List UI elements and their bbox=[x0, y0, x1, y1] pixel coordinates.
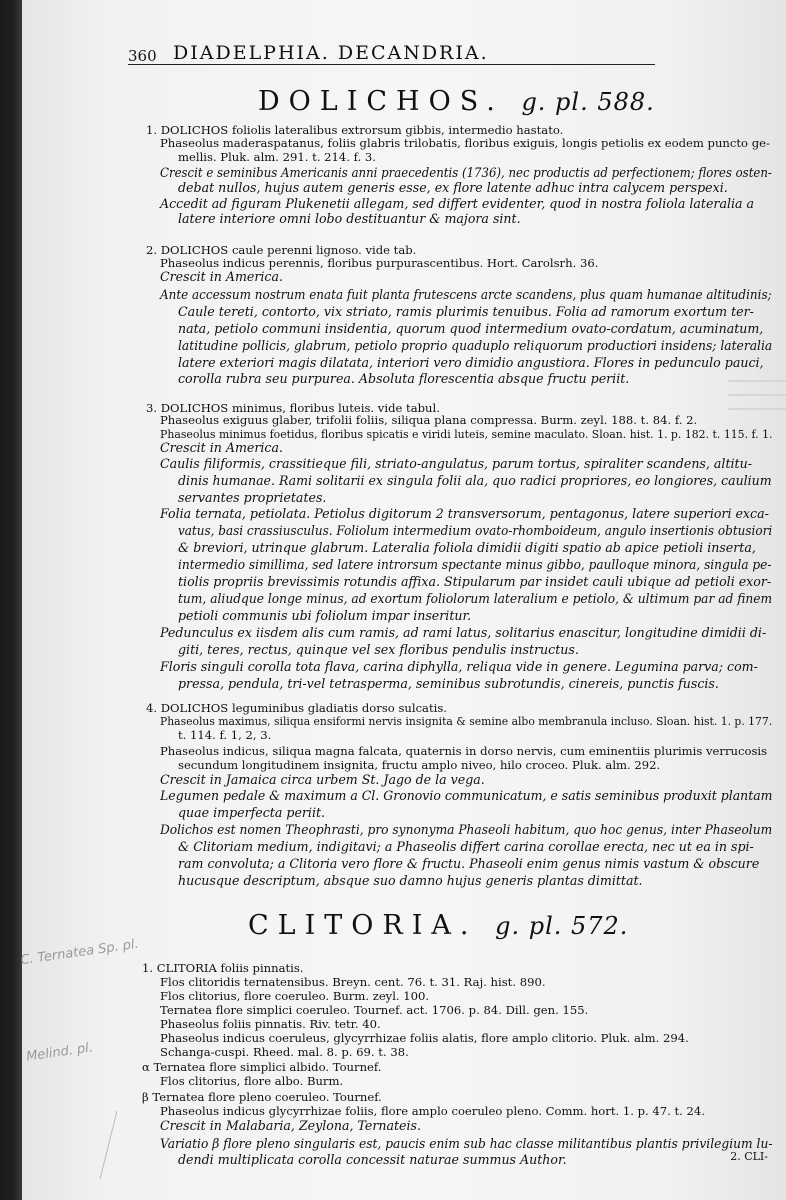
text-line: Phaseolus exiguus glaber, trifolii foliis, siliqua plana compressa. Burm. zeyl. 188. t. 84. f. 2. bbox=[160, 413, 698, 427]
text-line: quae imperfecta periit. bbox=[178, 805, 326, 820]
text-line: β Ternatea flore pleno coeruleo. Tournef. bbox=[142, 1090, 382, 1104]
text-line: 1. CLITORIA foliis pinnatis. bbox=[142, 961, 304, 975]
text-line: pressa, pendula, tri-vel tetrasperma, seminibus subrotundis, cinereis, punctis fuscis. bbox=[178, 676, 719, 691]
margin-note: C. Ternatea Sp. pl. bbox=[19, 936, 140, 969]
bleed-through bbox=[728, 408, 786, 410]
text-line: Legumen pedale & maximum a Cl. Gronovio communicatum, e satis seminibus produxit plantam bbox=[160, 788, 773, 803]
text-line: t. 114. f. 1, 2, 3. bbox=[178, 728, 272, 742]
text-line: Ante accessum nostrum enata fuit planta frutescens arcte scandens, plus quam humanae altitudinis; bbox=[160, 287, 772, 302]
text-line: 2. DOLICHOS caule perenni lignoso. vide tab. bbox=[146, 243, 417, 257]
genus-title-clitoria bbox=[248, 910, 628, 941]
running-head: DIADELPHIA. DECANDRIA. bbox=[173, 42, 489, 64]
text-line: secundum longitudinem insignita, fructu amplo niveo, hilo croceo. Pluk. alm. 292. bbox=[178, 758, 661, 772]
text-line: Phaseolus minimus foetidus, floribus spicatis e viridi luteis, semine maculato. Sloan. hist. 1. p. 182. t. 115. f. 1. bbox=[160, 427, 773, 441]
text-line: 3. DOLICHOS minimus, floribus luteis. vide tabul. bbox=[146, 401, 440, 415]
text-line: Phaseolus indicus perennis, floribus purpurascentibus. Hort. Carolsrh. 36. bbox=[160, 256, 599, 270]
text-line: corolla rubra seu purpurea. Absoluta florescentia absque fructu periit. bbox=[178, 371, 630, 386]
text-line: tum, aliudque longe minus, ad exortum foliolorum lateralium e petiolo, & ultimum par ad finem bbox=[178, 591, 773, 606]
text-line: 4. DOLICHOS leguminibus gladiatis dorso sulcatis. bbox=[146, 701, 447, 715]
text-line: Phaseolus indicus, siliqua magna falcata, quaternis in dorso nervis, cum eminentiis plurimis verrucosis bbox=[160, 744, 768, 758]
text-line: giti, teres, rectus, quinque vel sex floribus pendulis instructus. bbox=[178, 642, 579, 657]
header-rule bbox=[128, 64, 655, 65]
text-line: Crescit in Jamaica circa urbem St. Jago de la vega. bbox=[160, 772, 485, 787]
text-line: & breviori, utrinque glabrum. Lateralia foliola dimidii digiti spatio ab apice petioli inserta, bbox=[178, 540, 756, 555]
text-line: Crescit e seminibus Americanis anni praecedentis (1736), nec productis ad perfectionem; flores osten- bbox=[160, 165, 772, 180]
bleed-through bbox=[728, 380, 786, 382]
text-line: Crescit in America. bbox=[160, 269, 283, 284]
genus-reference: g. pl. 588. bbox=[521, 88, 655, 116]
text-line: vatus, basi crassiusculus. Foliolum intermedium ovato-rhomboideum, angulo insertionis obtusiori bbox=[178, 523, 773, 538]
text-line: & Clitoriam medium, indigitavi; a Phaseolis differt carina corollae erecta, nec ut ea in spi- bbox=[178, 839, 754, 854]
book-gutter-shadow bbox=[0, 0, 22, 1200]
text-line: Phaseolus indicus glycyrrhizae foliis, flore amplo coeruleo pleno. Comm. hort. 1. p. 47. t. 24. bbox=[160, 1104, 705, 1118]
text-line: Flos clitorius, flore coeruleo. Burm. zeyl. 100. bbox=[160, 989, 430, 1003]
text-line: dendi multiplicata corolla concessit naturae summus Author. bbox=[178, 1152, 567, 1167]
text-line: debat nullos, hujus autem generis esse, ex flore latente adhuc intra calycem perspexi. bbox=[178, 180, 728, 195]
text-line: intermedio simillima, sed latere introrsum spectante minus gibbo, paulloque minora, singula pe- bbox=[178, 557, 772, 572]
text-line: hucusque descriptum, absque suo damno hujus generis plantas dimittat. bbox=[178, 873, 643, 888]
text-line: latere interiore omni lobo destituantur & majora sint. bbox=[178, 211, 521, 226]
catchword: 2. CLI- bbox=[730, 1150, 768, 1163]
text-line: nata, petiolo communi insidentia, quorum quod intermedium ovato-cordatum, acuminatum, bbox=[178, 321, 764, 336]
page-header bbox=[128, 40, 668, 64]
genus-title-dolichos bbox=[258, 86, 655, 117]
genus-name: CLITORIA. bbox=[248, 910, 478, 941]
margin-note: Melind. pl. bbox=[25, 1040, 94, 1065]
genus-name: DOLICHOS. bbox=[258, 86, 504, 117]
text-line: petioli communis ubi foliolum impar inseritur. bbox=[178, 608, 472, 623]
text-line: Crescit in Malabaria, Zeylona, Ternateis. bbox=[160, 1118, 422, 1133]
text-line: mellis. Pluk. alm. 291. t. 214. f. 3. bbox=[178, 150, 376, 164]
text-line: Crescit in America. bbox=[160, 440, 283, 455]
text-line: Schanga-cuspi. Rheed. mal. 8. p. 69. t. 38. bbox=[160, 1045, 409, 1059]
text-line: Accedit ad figuram Plukenetii allegam, sed differt evidenter, quod in nostra foliola lateralia a bbox=[160, 196, 755, 211]
text-line: Phaseolus foliis pinnatis. Riv. tetr. 40. bbox=[160, 1017, 381, 1031]
text-line: Flos clitoridis ternatensibus. Breyn. cent. 76. t. 31. Raj. hist. 890. bbox=[160, 975, 546, 989]
text-line: latere exteriori magis dilatata, interiori vero dimidio angustiora. Flores in pedunculo pauci, bbox=[178, 355, 764, 370]
text-line: Folia ternata, petiolata. Petiolus digitorum 2 transversorum, pentagonus, latere superiori exca- bbox=[160, 506, 769, 521]
genus-reference: g. pl. 572. bbox=[495, 912, 629, 940]
text-line: 1. DOLICHOS foliolis lateralibus extrorsum gibbis, intermedio hastato. bbox=[146, 123, 564, 137]
text-line: Flos clitorius, flore albo. Burm. bbox=[160, 1074, 344, 1088]
text-line: Pedunculus ex iisdem alis cum ramis, ad rami latus, solitarius enascitur, longitudine dimidii di- bbox=[160, 625, 767, 640]
text-line: tiolis propriis brevissimis rotundis affixa. Stipularum par insidet cauli ubique ad petioli exor- bbox=[178, 574, 772, 589]
text-line: Phaseolus maderaspatanus, foliis glabris trilobatis, floribus exiguis, longis petiolis ex eodem puncto ge- bbox=[160, 136, 770, 150]
text-line: servantes proprietates. bbox=[178, 490, 327, 505]
text-line: dinis humanae. Rami solitarii ex singula folii ala, quo radici propriores, eo longiores, caulium bbox=[178, 473, 772, 488]
text-line: Phaseolus indicus coeruleus, glycyrrhizae foliis alatis, flore amplo clitorio. Pluk. alm. 294. bbox=[160, 1031, 689, 1045]
text-line: Phaseolus maximus, siliqua ensiformi nervis insignita & semine albo membranula incluso. Sloan. hist. 1. p. 177. bbox=[160, 714, 773, 728]
text-line: Dolichos est nomen Theophrasti, pro synonyma Phaseoli habitum, quo hoc genus, inter Phaseolum bbox=[160, 822, 773, 837]
text-line: Variatio β flore pleno singularis est, paucis enim sub hac classe militantibus plantis privilegium lu- bbox=[160, 1136, 773, 1151]
text-line: Caule tereti, contorto, vix striato, ramis plurimis tenuibus. Folia ad ramorum exortum ter- bbox=[178, 304, 754, 319]
text-line: latitudine pollicis, glabrum, petiolo proprio quaduplo reliquorum productiori insidens; lateralia bbox=[178, 338, 773, 353]
text-line: Caulis filiformis, crassitieque fili, striato-angulatus, parum tortus, spiraliter scandens, altitu- bbox=[160, 456, 752, 471]
bleed-through bbox=[728, 394, 786, 396]
text-line: α Ternatea flore simplici albido. Tournef. bbox=[142, 1060, 382, 1074]
text-line: Ternatea flore simplici coeruleo. Tournef. act. 1706. p. 84. Dill. gen. 155. bbox=[160, 1003, 589, 1017]
text-line: ram convoluta; a Clitoria vero flore & fructu. Phaseoli enim genus nimis vastum & obscure bbox=[178, 856, 760, 871]
text-line: Floris singuli corolla tota flava, carina diphylla, reliqua vide in genere. Legumina parva; com- bbox=[160, 659, 758, 674]
page-number: 360 bbox=[128, 47, 157, 65]
